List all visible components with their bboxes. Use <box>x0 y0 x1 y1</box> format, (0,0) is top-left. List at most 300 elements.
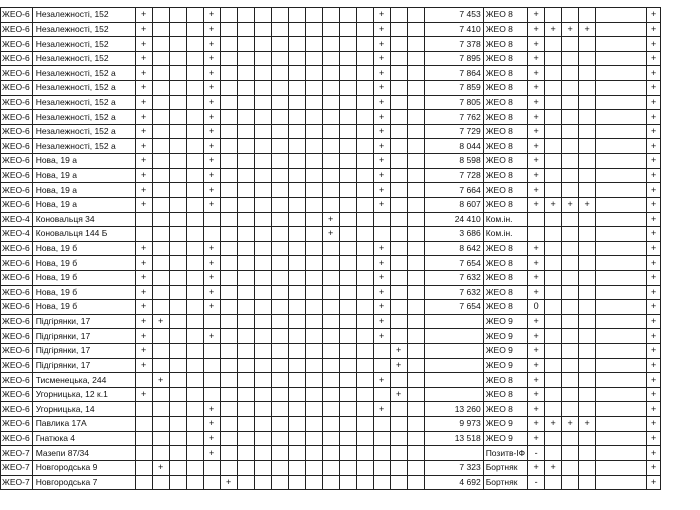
mark-cell <box>169 314 186 329</box>
mark-cell <box>356 124 373 139</box>
mark-cell: + <box>135 300 152 315</box>
mark-cell: + <box>647 402 661 417</box>
mark-cell <box>288 270 305 285</box>
manager-cell: ЖЕО 8 <box>483 110 527 125</box>
mark-cell <box>596 168 647 183</box>
mark-cell <box>254 66 271 81</box>
mark-cell <box>237 154 254 169</box>
mark-cell <box>220 81 237 96</box>
mark-cell <box>305 66 322 81</box>
mark-cell <box>152 168 169 183</box>
mark-cell <box>339 110 356 125</box>
manager-cell: ЖЕО 8 <box>483 270 527 285</box>
area-cell: 7 453 <box>424 8 483 23</box>
mark-cell <box>152 139 169 154</box>
mark-cell <box>390 37 407 52</box>
address-cell: Новгородська 7 <box>32 475 135 490</box>
area-cell <box>424 446 483 461</box>
address-cell: Незалежності, 152 а <box>32 95 135 110</box>
mark-cell <box>322 183 339 198</box>
mark-cell: + <box>647 446 661 461</box>
mark-cell <box>339 168 356 183</box>
table-row <box>1 8 661 23</box>
org-cell: ЖЕО-6 <box>1 285 33 300</box>
mark-cell <box>339 227 356 242</box>
mark-cell <box>579 110 596 125</box>
mark-cell: + <box>647 373 661 388</box>
mark-cell <box>288 168 305 183</box>
mark-cell <box>322 22 339 37</box>
mark-cell <box>390 154 407 169</box>
mark-cell <box>271 95 288 110</box>
mark-cell <box>152 22 169 37</box>
mark-cell <box>407 285 424 300</box>
mark-cell <box>579 270 596 285</box>
mark-cell <box>390 124 407 139</box>
mark-cell <box>562 475 579 490</box>
mark-cell <box>339 373 356 388</box>
mark-cell <box>169 387 186 402</box>
mark-cell <box>135 446 152 461</box>
mark-cell <box>237 66 254 81</box>
mark-cell <box>596 256 647 271</box>
mark-cell <box>322 460 339 475</box>
mark-cell: + <box>135 168 152 183</box>
mark-cell <box>356 95 373 110</box>
mark-cell <box>339 402 356 417</box>
mark-cell: + <box>647 431 661 446</box>
mark-cell <box>186 197 203 212</box>
org-cell: ЖЕО-6 <box>1 124 33 139</box>
mark-cell <box>407 95 424 110</box>
address-cell: Угорницька, 12 к.1 <box>32 387 135 402</box>
mark-cell <box>356 22 373 37</box>
mark-cell <box>305 124 322 139</box>
mark-cell <box>288 124 305 139</box>
area-cell <box>424 387 483 402</box>
mark-cell <box>596 387 647 402</box>
mark-cell <box>596 197 647 212</box>
mark-cell <box>596 37 647 52</box>
mark-cell <box>407 344 424 359</box>
mark-cell: + <box>528 183 545 198</box>
mark-cell <box>579 183 596 198</box>
mark-cell <box>407 431 424 446</box>
manager-cell: ЖЕО 8 <box>483 402 527 417</box>
address-cell: Незалежності, 152 а <box>32 139 135 154</box>
mark-cell <box>288 81 305 96</box>
manager-cell: ЖЕО 8 <box>483 373 527 388</box>
mark-cell <box>288 475 305 490</box>
manager-cell: ЖЕО 8 <box>483 66 527 81</box>
mark-cell <box>562 285 579 300</box>
mark-cell <box>254 22 271 37</box>
manager-cell: ЖЕО 8 <box>483 183 527 198</box>
mark-cell <box>339 95 356 110</box>
mark-cell <box>305 314 322 329</box>
mark-cell <box>545 358 562 373</box>
table-row <box>1 168 661 183</box>
mark-cell: + <box>528 314 545 329</box>
mark-cell <box>186 417 203 432</box>
mark-cell <box>271 344 288 359</box>
mark-cell: + <box>528 256 545 271</box>
mark-cell <box>545 110 562 125</box>
mark-cell: + <box>528 373 545 388</box>
mark-cell <box>237 270 254 285</box>
mark-cell <box>407 417 424 432</box>
mark-cell: + <box>135 110 152 125</box>
mark-cell <box>169 139 186 154</box>
mark-cell: + <box>373 81 390 96</box>
mark-cell <box>579 373 596 388</box>
mark-cell <box>169 66 186 81</box>
mark-cell <box>169 446 186 461</box>
mark-cell <box>220 270 237 285</box>
mark-cell <box>596 285 647 300</box>
area-cell: 7 895 <box>424 51 483 66</box>
mark-cell <box>220 197 237 212</box>
mark-cell <box>356 227 373 242</box>
mark-cell: + <box>373 373 390 388</box>
mark-cell: + <box>373 110 390 125</box>
mark-cell <box>339 358 356 373</box>
mark-cell <box>305 51 322 66</box>
mark-cell: + <box>135 241 152 256</box>
mark-cell <box>305 139 322 154</box>
registry-table <box>0 7 661 490</box>
area-cell: 7 654 <box>424 300 483 315</box>
mark-cell: + <box>545 417 562 432</box>
mark-cell <box>322 110 339 125</box>
mark-cell <box>186 460 203 475</box>
mark-cell <box>407 373 424 388</box>
table-row <box>1 139 661 154</box>
mark-cell <box>254 300 271 315</box>
manager-cell: ЖЕО 8 <box>483 197 527 212</box>
mark-cell <box>562 344 579 359</box>
mark-cell <box>407 358 424 373</box>
mark-cell <box>288 139 305 154</box>
mark-cell <box>322 66 339 81</box>
mark-cell <box>169 373 186 388</box>
mark-cell: + <box>647 124 661 139</box>
mark-cell <box>271 270 288 285</box>
mark-cell <box>220 139 237 154</box>
address-cell: Незалежності, 152 а <box>32 81 135 96</box>
address-cell: Підгірянки, 17 <box>32 344 135 359</box>
org-cell: ЖЕО-6 <box>1 168 33 183</box>
area-cell: 8 642 <box>424 241 483 256</box>
mark-cell <box>220 51 237 66</box>
mark-cell: + <box>647 227 661 242</box>
mark-cell <box>186 373 203 388</box>
manager-cell: ЖЕО 9 <box>483 431 527 446</box>
mark-cell <box>407 139 424 154</box>
mark-cell <box>562 139 579 154</box>
mark-cell <box>596 475 647 490</box>
mark-cell <box>220 95 237 110</box>
mark-cell <box>373 475 390 490</box>
mark-cell <box>271 212 288 227</box>
address-cell: Угорницька, 14 <box>32 402 135 417</box>
address-cell: Нова, 19 б <box>32 300 135 315</box>
mark-cell <box>390 285 407 300</box>
address-cell: Нова, 19 б <box>32 285 135 300</box>
mark-cell <box>373 212 390 227</box>
mark-cell: + <box>135 314 152 329</box>
mark-cell <box>390 168 407 183</box>
mark-cell <box>407 227 424 242</box>
mark-cell <box>322 95 339 110</box>
mark-cell <box>186 8 203 23</box>
table-row <box>1 256 661 271</box>
mark-cell <box>390 197 407 212</box>
mark-cell <box>254 285 271 300</box>
mark-cell: + <box>528 81 545 96</box>
mark-cell <box>322 475 339 490</box>
org-cell: ЖЕО-7 <box>1 460 33 475</box>
mark-cell <box>271 475 288 490</box>
mark-cell <box>390 300 407 315</box>
mark-cell: + <box>135 358 152 373</box>
mark-cell <box>271 183 288 198</box>
mark-cell <box>339 22 356 37</box>
org-cell: ЖЕО-7 <box>1 446 33 461</box>
mark-cell <box>254 431 271 446</box>
mark-cell <box>186 139 203 154</box>
mark-cell <box>339 314 356 329</box>
table-row <box>1 460 661 475</box>
mark-cell <box>579 154 596 169</box>
mark-cell <box>579 387 596 402</box>
mark-cell <box>596 358 647 373</box>
mark-cell <box>186 387 203 402</box>
mark-cell <box>356 81 373 96</box>
mark-cell: + <box>373 329 390 344</box>
mark-cell: + <box>528 417 545 432</box>
mark-cell <box>407 241 424 256</box>
mark-cell <box>152 446 169 461</box>
mark-cell <box>390 95 407 110</box>
mark-cell <box>169 329 186 344</box>
mark-cell <box>254 197 271 212</box>
mark-cell: + <box>647 256 661 271</box>
mark-cell <box>579 168 596 183</box>
mark-cell <box>169 344 186 359</box>
mark-cell <box>339 183 356 198</box>
mark-cell <box>339 212 356 227</box>
mark-cell <box>356 241 373 256</box>
area-cell: 7 323 <box>424 460 483 475</box>
mark-cell <box>254 344 271 359</box>
mark-cell <box>407 154 424 169</box>
mark-cell <box>220 227 237 242</box>
mark-cell <box>390 110 407 125</box>
mark-cell <box>545 227 562 242</box>
mark-cell <box>254 241 271 256</box>
mark-cell <box>545 81 562 96</box>
mark-cell: - <box>528 475 545 490</box>
mark-cell <box>390 373 407 388</box>
mark-cell <box>254 256 271 271</box>
mark-cell <box>220 212 237 227</box>
mark-cell <box>322 154 339 169</box>
mark-cell <box>271 373 288 388</box>
mark-cell <box>339 51 356 66</box>
mark-cell <box>339 270 356 285</box>
mark-cell <box>579 256 596 271</box>
mark-cell: + <box>528 358 545 373</box>
mark-cell <box>152 475 169 490</box>
mark-cell: + <box>135 66 152 81</box>
mark-cell: + <box>135 154 152 169</box>
mark-cell <box>528 212 545 227</box>
address-cell: Павлика 17А <box>32 417 135 432</box>
mark-cell <box>596 110 647 125</box>
mark-cell <box>545 475 562 490</box>
table-row <box>1 183 661 198</box>
mark-cell <box>305 431 322 446</box>
mark-cell <box>203 358 220 373</box>
mark-cell <box>545 446 562 461</box>
mark-cell <box>152 285 169 300</box>
mark-cell: + <box>579 197 596 212</box>
mark-cell: + <box>152 314 169 329</box>
mark-cell <box>390 139 407 154</box>
mark-cell <box>169 300 186 315</box>
mark-cell <box>356 446 373 461</box>
mark-cell <box>390 212 407 227</box>
mark-cell <box>288 8 305 23</box>
mark-cell <box>579 139 596 154</box>
table-row <box>1 197 661 212</box>
area-cell: 7 632 <box>424 285 483 300</box>
mark-cell: + <box>528 197 545 212</box>
mark-cell <box>237 241 254 256</box>
mark-cell <box>579 212 596 227</box>
mark-cell: + <box>135 285 152 300</box>
mark-cell <box>339 387 356 402</box>
mark-cell <box>271 241 288 256</box>
mark-cell: + <box>135 22 152 37</box>
mark-cell <box>579 51 596 66</box>
mark-cell <box>237 373 254 388</box>
mark-cell <box>254 402 271 417</box>
mark-cell: + <box>562 22 579 37</box>
mark-cell <box>356 358 373 373</box>
mark-cell: + <box>528 154 545 169</box>
mark-cell: + <box>528 270 545 285</box>
table-row <box>1 314 661 329</box>
mark-cell <box>562 387 579 402</box>
mark-cell <box>596 22 647 37</box>
mark-cell <box>562 329 579 344</box>
mark-cell <box>203 344 220 359</box>
mark-cell <box>390 460 407 475</box>
mark-cell <box>339 139 356 154</box>
mark-cell <box>169 8 186 23</box>
mark-cell <box>220 22 237 37</box>
mark-cell <box>596 66 647 81</box>
mark-cell <box>545 387 562 402</box>
mark-cell <box>545 344 562 359</box>
mark-cell <box>545 241 562 256</box>
mark-cell: + <box>562 197 579 212</box>
mark-cell <box>288 314 305 329</box>
table-row <box>1 154 661 169</box>
org-cell: ЖЕО-6 <box>1 139 33 154</box>
mark-cell <box>339 460 356 475</box>
mark-cell <box>545 329 562 344</box>
mark-cell <box>271 8 288 23</box>
mark-cell: + <box>203 51 220 66</box>
mark-cell <box>596 51 647 66</box>
mark-cell <box>220 124 237 139</box>
mark-cell <box>152 37 169 52</box>
org-cell: ЖЕО-6 <box>1 51 33 66</box>
mark-cell <box>254 110 271 125</box>
mark-cell <box>271 417 288 432</box>
mark-cell <box>152 183 169 198</box>
mark-cell <box>186 270 203 285</box>
mark-cell <box>305 8 322 23</box>
area-cell: 8 598 <box>424 154 483 169</box>
mark-cell <box>237 139 254 154</box>
mark-cell: + <box>373 300 390 315</box>
mark-cell <box>322 446 339 461</box>
area-cell: 3 686 <box>424 227 483 242</box>
mark-cell <box>562 66 579 81</box>
mark-cell <box>305 168 322 183</box>
area-cell: 7 410 <box>424 22 483 37</box>
mark-cell <box>579 285 596 300</box>
mark-cell <box>579 241 596 256</box>
mark-cell <box>322 417 339 432</box>
mark-cell <box>356 417 373 432</box>
org-cell: ЖЕО-6 <box>1 37 33 52</box>
mark-cell <box>220 460 237 475</box>
mark-cell: + <box>135 270 152 285</box>
mark-cell <box>407 300 424 315</box>
mark-cell <box>288 373 305 388</box>
mark-cell <box>356 51 373 66</box>
mark-cell <box>254 95 271 110</box>
table-row <box>1 475 661 490</box>
mark-cell <box>169 51 186 66</box>
mark-cell <box>339 417 356 432</box>
mark-cell <box>237 8 254 23</box>
mark-cell <box>562 241 579 256</box>
mark-cell <box>356 183 373 198</box>
mark-cell <box>562 314 579 329</box>
mark-cell <box>135 460 152 475</box>
mark-cell <box>169 37 186 52</box>
mark-cell: + <box>135 197 152 212</box>
org-cell: ЖЕО-7 <box>1 475 33 490</box>
mark-cell <box>407 446 424 461</box>
mark-cell <box>220 183 237 198</box>
mark-cell <box>169 431 186 446</box>
mark-cell <box>407 197 424 212</box>
org-cell: ЖЕО-4 <box>1 227 33 242</box>
mark-cell <box>596 227 647 242</box>
address-cell: Нова, 19 б <box>32 241 135 256</box>
mark-cell <box>390 270 407 285</box>
mark-cell <box>305 329 322 344</box>
mark-cell <box>339 329 356 344</box>
mark-cell: + <box>203 81 220 96</box>
